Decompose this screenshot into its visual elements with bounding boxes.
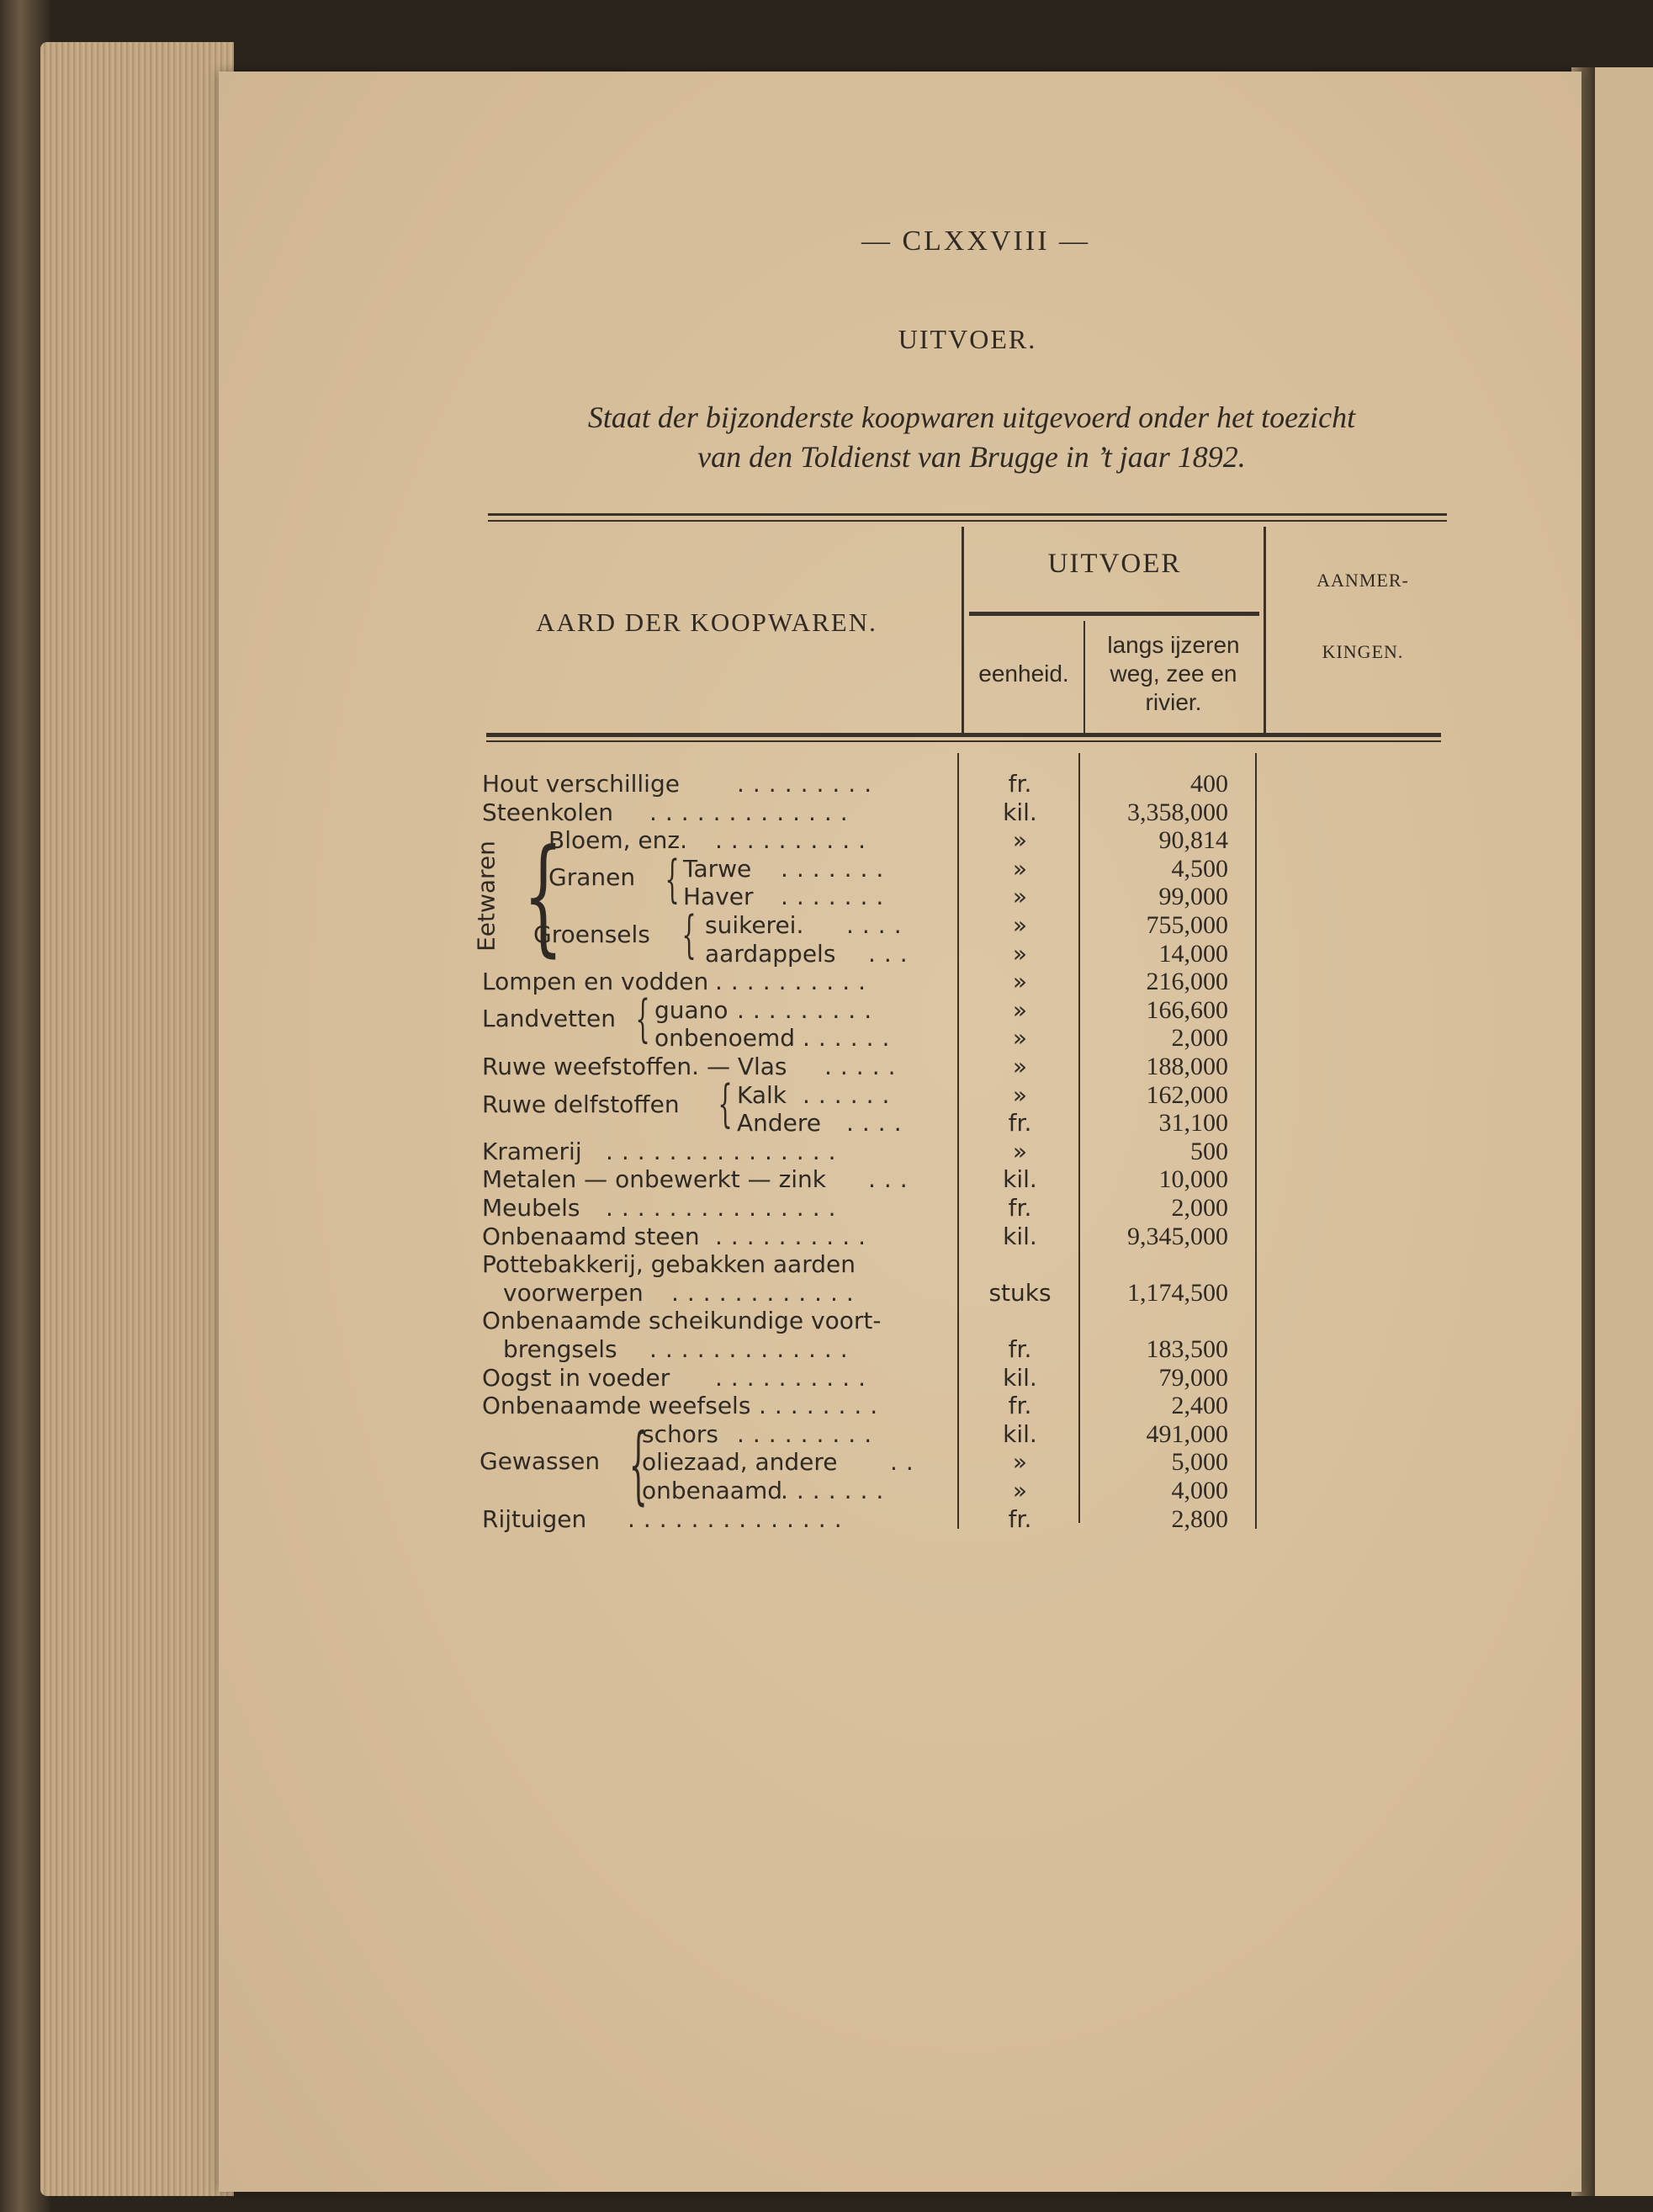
row-label: suikerei. [705, 911, 804, 939]
row-value: 79,000 [1158, 1364, 1228, 1392]
brace-eetwaren: { [522, 823, 564, 969]
leader-dots: .............. [628, 1505, 850, 1533]
header-aanmerkingen-part2: KINGEN. [1322, 641, 1404, 662]
table-row [0, 1194, 1653, 1223]
row-label: Tarwe [683, 855, 752, 883]
row-value: 10,000 [1158, 1165, 1228, 1193]
row-value: 2,000 [1171, 1024, 1228, 1052]
page-number: — CLXXVIII — [861, 225, 1091, 257]
row-value: 31,100 [1158, 1109, 1228, 1137]
row-label: Pottebakkerij, gebakken aarden [482, 1250, 856, 1278]
brace-gewassen: { [628, 1415, 648, 1514]
row-value: 400 [1190, 770, 1228, 798]
table-row [0, 1477, 1653, 1505]
row-label: voorwerpen [503, 1279, 644, 1307]
row-label: oliezaad, andere [642, 1448, 838, 1476]
row-unit: fr. [1008, 1392, 1032, 1419]
group-label-eetwaren-text: Eetwaren [472, 841, 501, 952]
leader-dots: .... [846, 1109, 910, 1137]
row-label: onbenoemd [654, 1024, 796, 1052]
row-unit: kil. [1003, 1223, 1037, 1250]
header-bottom-rule-2 [486, 740, 1441, 742]
row-unit: » [1012, 968, 1028, 995]
header-aard-der-koopwaren: AARD DER KOOPWAREN. [536, 607, 877, 637]
row-label: Onbenaamde scheikundige voort- [482, 1307, 882, 1334]
row-value: 14,000 [1158, 940, 1228, 968]
leader-dots: ... [868, 1165, 916, 1193]
leader-dots: .......... [715, 1364, 875, 1392]
table-row [0, 1279, 1653, 1308]
table-row [0, 1081, 1653, 1110]
section-title: UITVOER. [898, 324, 1037, 354]
table-row [0, 1024, 1653, 1053]
row-value: 1,174,500 [1127, 1279, 1228, 1307]
row-value: 166,600 [1146, 996, 1228, 1024]
row-value: 188,000 [1146, 1053, 1228, 1080]
row-label: Rijtuigen [482, 1505, 587, 1533]
uitvoer-underline [969, 612, 1259, 616]
row-label: Oogst in voeder [482, 1364, 670, 1392]
table-row [0, 1138, 1653, 1166]
row-value: 500 [1190, 1138, 1228, 1165]
group-label-granen: Granen [548, 863, 636, 891]
row-unit: » [1012, 1053, 1028, 1080]
caption-line-1: Staat der bijzonderste koopwaren uitgevoerd onder het toezicht [587, 400, 1356, 434]
row-value: 2,800 [1171, 1505, 1228, 1533]
table-caption [471, 398, 1472, 477]
row-value: 3,358,000 [1127, 798, 1228, 826]
group-label-groensels: Groensels [533, 920, 650, 948]
table-top-rule-2 [488, 520, 1447, 522]
leader-dots: ..... [824, 1053, 904, 1080]
row-label: Kalk [737, 1081, 787, 1109]
table-row [0, 1223, 1653, 1251]
table-row [0, 940, 1653, 968]
header-aanmerkingen-part1: AANMER- [1317, 570, 1409, 591]
row-value: 183,500 [1146, 1335, 1228, 1363]
brace-groensels: { [681, 905, 697, 964]
header-uitvoer: UITVOER [1047, 549, 1182, 579]
row-value: 99,000 [1158, 883, 1228, 910]
row-label: Lompen en vodden [482, 968, 709, 995]
caption-line-2: van den Toldienst van Brugge in ’t jaar 1892. [697, 440, 1246, 474]
leader-dots: ......... [737, 770, 881, 798]
row-unit: fr. [1008, 1194, 1032, 1222]
table-row [0, 1505, 1653, 1534]
leader-dots: ....... [781, 855, 893, 883]
row-label: onbenaamd [642, 1477, 782, 1504]
col-line-1 [962, 527, 964, 733]
row-unit: » [1012, 1477, 1028, 1504]
row-unit: » [1012, 883, 1028, 910]
header-langs-line-3: rivier. [1145, 689, 1202, 715]
row-unit: » [1012, 1081, 1028, 1109]
table-row [0, 1307, 1653, 1335]
row-label: Metalen — onbewerkt — zink [482, 1165, 827, 1193]
row-label: Andere [737, 1109, 822, 1137]
row-value: 162,000 [1146, 1081, 1228, 1109]
row-unit: stuks [988, 1279, 1052, 1307]
row-unit: kil. [1003, 1420, 1037, 1448]
table-row [0, 855, 1653, 883]
row-unit: fr. [1008, 770, 1032, 798]
group-label-landvetten: Landvetten [482, 1005, 617, 1032]
row-label: guano [654, 996, 728, 1024]
row-value: 755,000 [1146, 911, 1228, 939]
row-unit: » [1012, 826, 1028, 854]
row-value: 9,345,000 [1127, 1223, 1228, 1250]
leader-dots: ....... [781, 1477, 893, 1504]
table-row [0, 798, 1653, 827]
row-unit: fr. [1008, 1505, 1032, 1533]
row-unit: kil. [1003, 1165, 1037, 1193]
table-row [0, 883, 1653, 911]
table-row [0, 1109, 1653, 1138]
group-label-ruwe-delfstoffen: Ruwe delfstoffen [482, 1090, 680, 1118]
header-langs-line-1: langs ijzeren [1107, 632, 1240, 658]
row-value: 4,500 [1171, 855, 1228, 883]
brace-granen: { [665, 850, 680, 909]
leader-dots: ......... [737, 1420, 881, 1448]
table-row [0, 826, 1653, 855]
row-label: brengsels [503, 1335, 617, 1363]
table-row [0, 1250, 1653, 1279]
row-label: Onbenaamd steen [482, 1223, 700, 1250]
leader-dots: ...... [803, 1024, 898, 1052]
table-row [0, 1053, 1653, 1081]
leader-dots: ............... [606, 1138, 845, 1165]
row-label: Hout verschillige [482, 770, 680, 798]
table-row [0, 770, 1653, 798]
row-label: Steenkolen [482, 798, 614, 826]
row-label: schors [642, 1420, 718, 1448]
row-label: Meubels [482, 1194, 580, 1222]
leader-dots: ......... [737, 996, 881, 1024]
table-row [0, 1392, 1653, 1420]
header-eenheid: eenheid. [978, 660, 1069, 687]
table-row [0, 1364, 1653, 1392]
row-value: 216,000 [1146, 968, 1228, 995]
brace-landvetten: { [635, 989, 650, 1048]
leader-dots: ............. [649, 798, 856, 826]
leader-dots: ............ [671, 1279, 862, 1307]
row-value: 2,000 [1171, 1194, 1228, 1222]
header-bottom-rule [486, 733, 1441, 737]
leader-dots: .......... [715, 1223, 875, 1250]
row-value: 5,000 [1171, 1448, 1228, 1476]
col-line-3 [1264, 527, 1266, 733]
row-label: Kramerij [482, 1138, 582, 1165]
row-unit: » [1012, 855, 1028, 883]
row-unit: kil. [1003, 1364, 1037, 1392]
row-value: 90,814 [1158, 826, 1228, 854]
row-value: 491,000 [1146, 1420, 1228, 1448]
row-label: Ruwe weefstoffen. — Vlas [482, 1053, 787, 1080]
leader-dots: .......... [715, 826, 875, 854]
table-row [0, 911, 1653, 940]
table-row [0, 1420, 1653, 1449]
leader-dots: .......... [715, 968, 875, 995]
row-unit: » [1012, 1024, 1028, 1052]
table-row [0, 1335, 1653, 1364]
table-row [0, 1448, 1653, 1477]
row-unit: » [1012, 1138, 1028, 1165]
row-unit: fr. [1008, 1109, 1032, 1137]
leader-dots: .... [846, 911, 910, 939]
leader-dots: ... [868, 940, 916, 968]
table-top-rule [488, 513, 1447, 516]
row-value: 2,400 [1171, 1392, 1228, 1419]
row-label: aardappels [705, 940, 836, 968]
row-unit: » [1012, 1448, 1028, 1476]
leader-dots: ...... [803, 1081, 898, 1109]
row-label: Onbenaamde weefsels [482, 1392, 751, 1419]
header-langs-line-2: weg, zee en [1110, 660, 1237, 687]
leader-dots: ........ [759, 1392, 887, 1419]
leader-dots: .. [890, 1448, 922, 1476]
row-unit: kil. [1003, 798, 1037, 826]
leader-dots: ............... [606, 1194, 845, 1222]
group-label-gewassen: Gewassen [479, 1447, 601, 1475]
row-value: 4,000 [1171, 1477, 1228, 1504]
table-row [0, 968, 1653, 996]
header-langs-ijzeren-weg [1085, 631, 1262, 717]
row-unit: » [1012, 996, 1028, 1024]
row-label: Bloem, enz. [548, 826, 687, 854]
row-unit: » [1012, 940, 1028, 968]
table-row [0, 996, 1653, 1025]
leader-dots: ....... [781, 883, 893, 910]
row-label: Haver [683, 883, 754, 910]
table-row [0, 1165, 1653, 1194]
brace-ruwe-delfstoffen: { [718, 1074, 733, 1133]
row-unit: » [1012, 911, 1028, 939]
leader-dots: ............. [649, 1335, 856, 1363]
row-unit: fr. [1008, 1335, 1032, 1363]
